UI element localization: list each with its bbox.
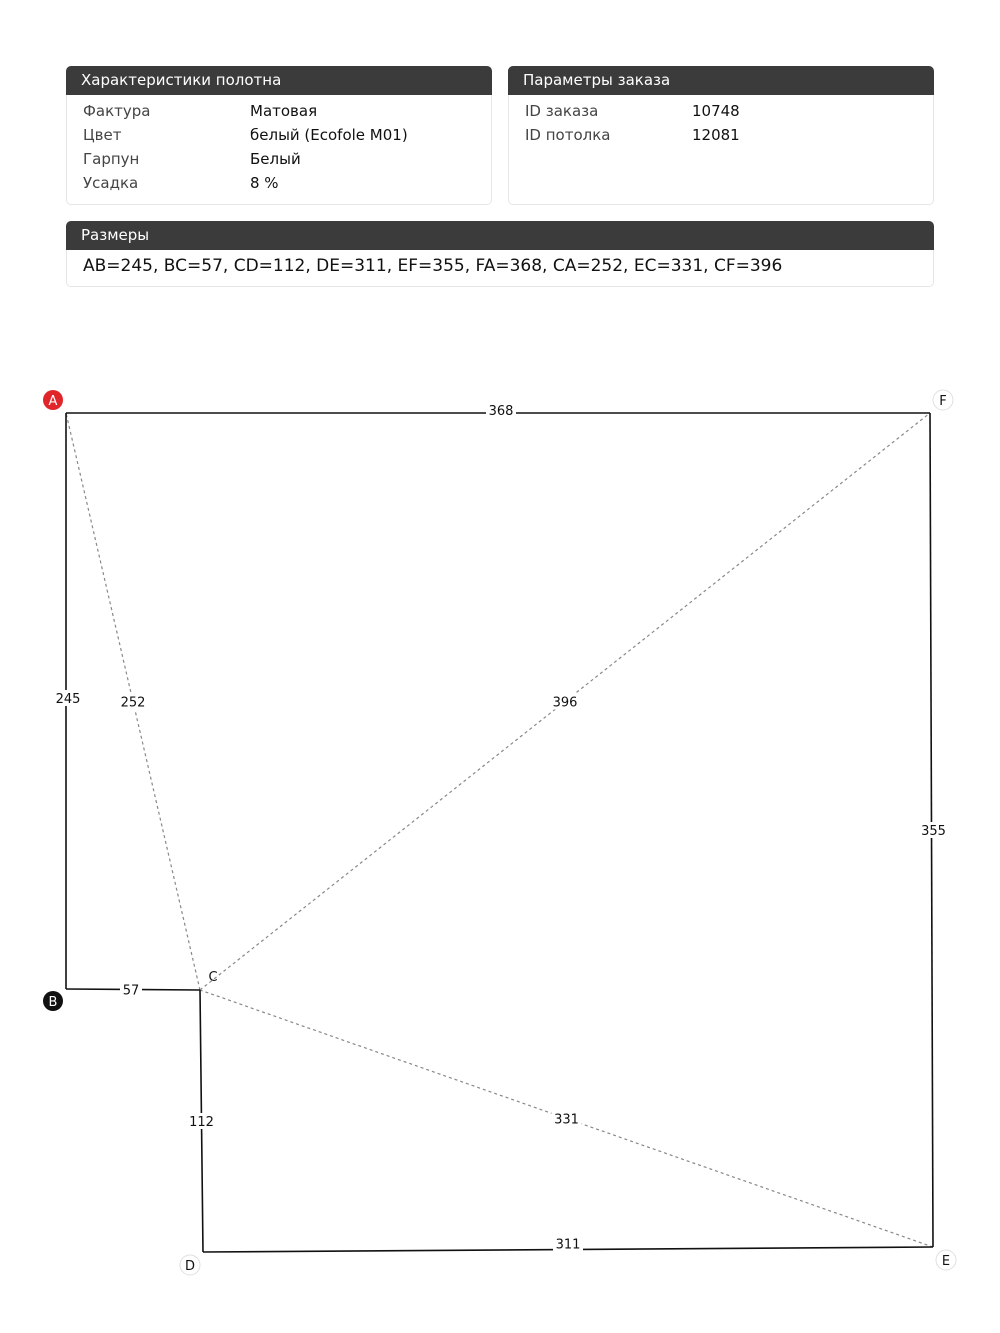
ceiling-id-value: 12081 bbox=[692, 126, 740, 144]
sizes-summary: AB=245, BC=57, CD=112, DE=311, EF=355, FA=368, CA=252, EC=331, CF=396 bbox=[83, 256, 783, 276]
point-label-E: E bbox=[941, 1254, 951, 1269]
texture-value: Матовая bbox=[250, 102, 318, 120]
edge-label-AB: 245 bbox=[55, 692, 81, 707]
diagonal-label-CA: 252 bbox=[120, 695, 146, 711]
point-label-F: F bbox=[939, 394, 947, 409]
points-layer bbox=[43, 390, 956, 1275]
point-label-B: B bbox=[48, 995, 58, 1010]
point-label-C: C bbox=[208, 970, 218, 985]
color-label: Цвет bbox=[83, 126, 122, 144]
point-label-A: A bbox=[48, 394, 58, 409]
order-panel-title: Параметры заказа bbox=[508, 66, 934, 95]
color-value: белый (Ecofole M01) bbox=[250, 126, 408, 144]
diagonal-label-CF: 396 bbox=[552, 695, 578, 711]
harpoon-value: Белый bbox=[250, 150, 301, 168]
shrinkage-label: Усадка bbox=[83, 174, 139, 192]
ceiling-id-label: ID потолка bbox=[525, 126, 611, 144]
edge-label-CD: 112 bbox=[189, 1115, 214, 1130]
sizes-panel-title: Размеры bbox=[66, 221, 934, 250]
labels-layer bbox=[53, 402, 949, 1253]
order-id-value: 10748 bbox=[692, 102, 740, 120]
order-id-label: ID заказа bbox=[525, 102, 599, 120]
edge-label-BC: 57 bbox=[122, 983, 140, 999]
texture-label: Фактура bbox=[83, 102, 151, 120]
shrinkage-value: 8 % bbox=[250, 174, 279, 192]
edge-label-EF: 355 bbox=[921, 824, 946, 839]
point-label-D: D bbox=[184, 1259, 196, 1274]
edge-label-FA: 368 bbox=[488, 404, 514, 419]
edge-label-DE: 311 bbox=[555, 1237, 581, 1253]
diagonal-label-EC: 331 bbox=[554, 1112, 579, 1128]
harpoon-label: Гарпун bbox=[83, 150, 140, 168]
material-panel-title: Характеристики полотна bbox=[66, 66, 492, 95]
